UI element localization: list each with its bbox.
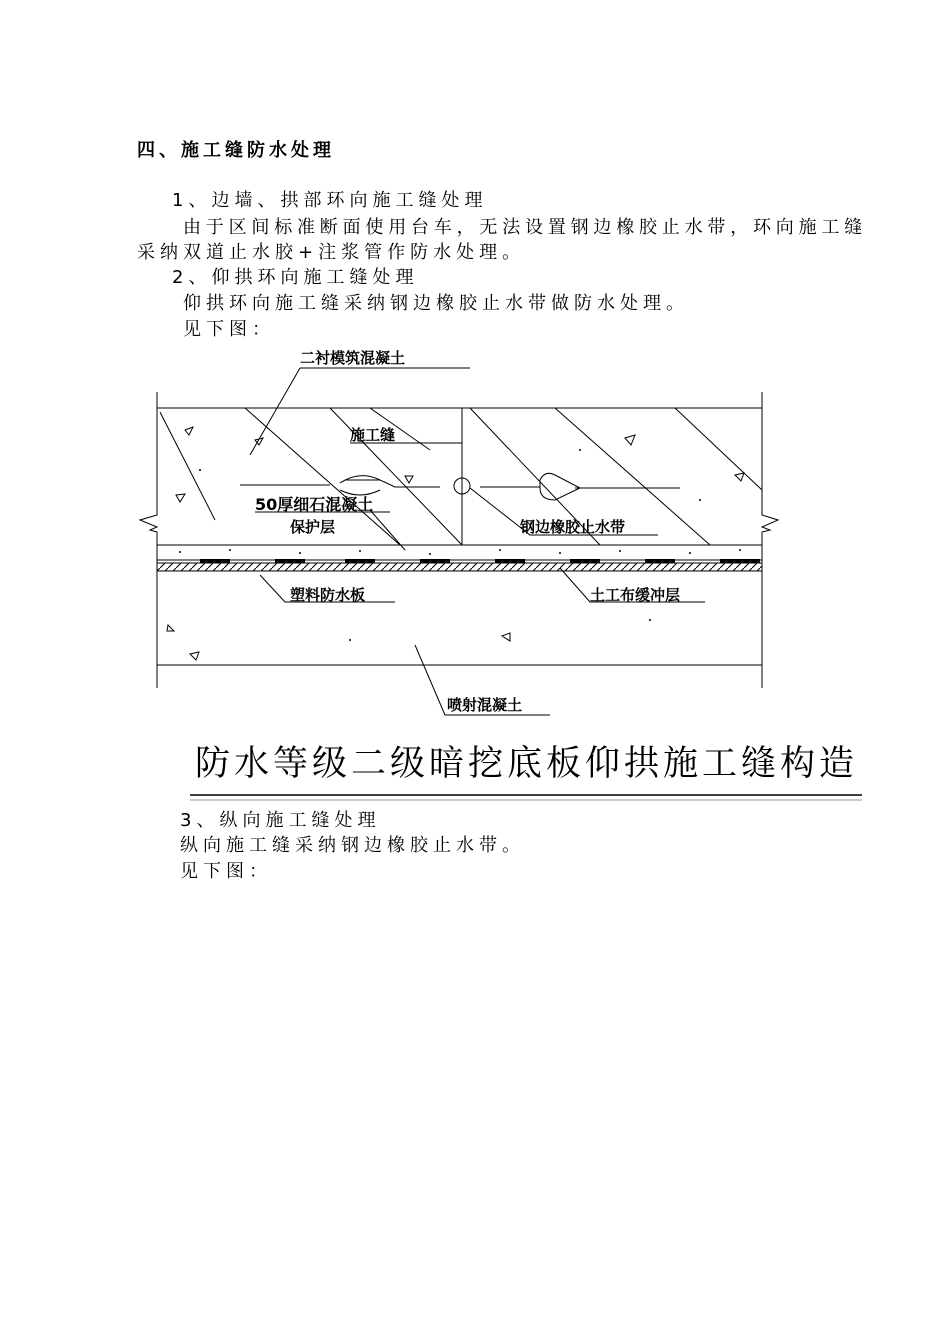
subsection-2-see-below: 见下图： bbox=[183, 319, 275, 340]
subsection-1-title: 1、边墙、拱部环向施工缝处理 bbox=[172, 190, 488, 211]
label-waterproof-sheet: 塑料防水板 bbox=[290, 586, 366, 604]
right-break-line bbox=[762, 392, 778, 688]
subsection-3-see-below: 见下图： bbox=[180, 861, 272, 882]
label-waterstop: 钢边橡胶止水带 bbox=[520, 518, 626, 536]
label-construction-joint: 施工缝 bbox=[350, 426, 396, 444]
subsection-3-title: 3、纵向施工缝处理 bbox=[180, 810, 381, 831]
left-break-line bbox=[140, 392, 157, 688]
label-secondary-lining: 二衬模筑混凝土 bbox=[300, 349, 406, 367]
label-geotextile: 土工布缓冲层 bbox=[590, 586, 681, 604]
subsection-1-line-1: 由于区间标准断面使用台车，无法设置钢边橡胶止水带，环向施工缝 bbox=[183, 217, 867, 238]
label-protective-thickness: 50厚细石混凝土 bbox=[255, 495, 374, 514]
label-protective-layer: 保护层 bbox=[290, 518, 336, 536]
label-shotcrete: 喷射混凝土 bbox=[447, 696, 523, 714]
diagram-caption: 防水等级二级暗挖底板仰拱施工缝构造 bbox=[195, 744, 859, 784]
section-heading: 四、施工缝防水处理 bbox=[137, 140, 335, 161]
subsection-2-body: 仰拱环向施工缝采纳钢边橡胶止水带做防水处理。 bbox=[183, 293, 689, 314]
geotextile-layer bbox=[157, 563, 762, 571]
subsection-1-line-2: 采纳双道止水胶+注浆管作防水处理。 bbox=[137, 242, 526, 263]
subsection-2-title: 2、仰拱环向施工缝处理 bbox=[172, 267, 419, 288]
subsection-3-body: 纵向施工缝采纳钢边橡胶止水带。 bbox=[180, 835, 525, 856]
